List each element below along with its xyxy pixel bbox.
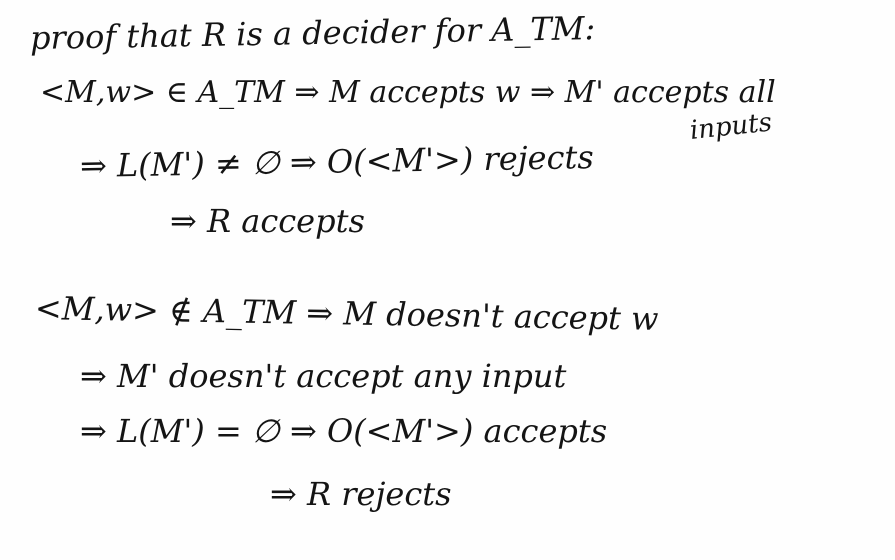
line-inputs: inputs [688, 107, 774, 146]
line-no-input-accepted: ⇒ M' doesn't accept any input [80, 357, 567, 395]
line-not-in-atm: <M,w> ∉ A_TM ⇒ M doesn't accept w [34, 289, 659, 338]
line-r-accepts: ⇒ R accepts [170, 202, 365, 240]
line-language-empty: ⇒ L(M') = ∅ ⇒ O(<M'>) accepts [80, 412, 608, 450]
proof-heading: proof that R is a decider for A_TM: [29, 9, 596, 57]
line-language-nonempty: ⇒ L(M') ≠ ∅ ⇒ O(<M'>) rejects [79, 138, 595, 185]
line-r-rejects: ⇒ R rejects [270, 475, 452, 513]
line-accepts-all: <M,w> ∈ A_TM ⇒ M accepts w ⇒ M' accepts all [40, 75, 776, 110]
